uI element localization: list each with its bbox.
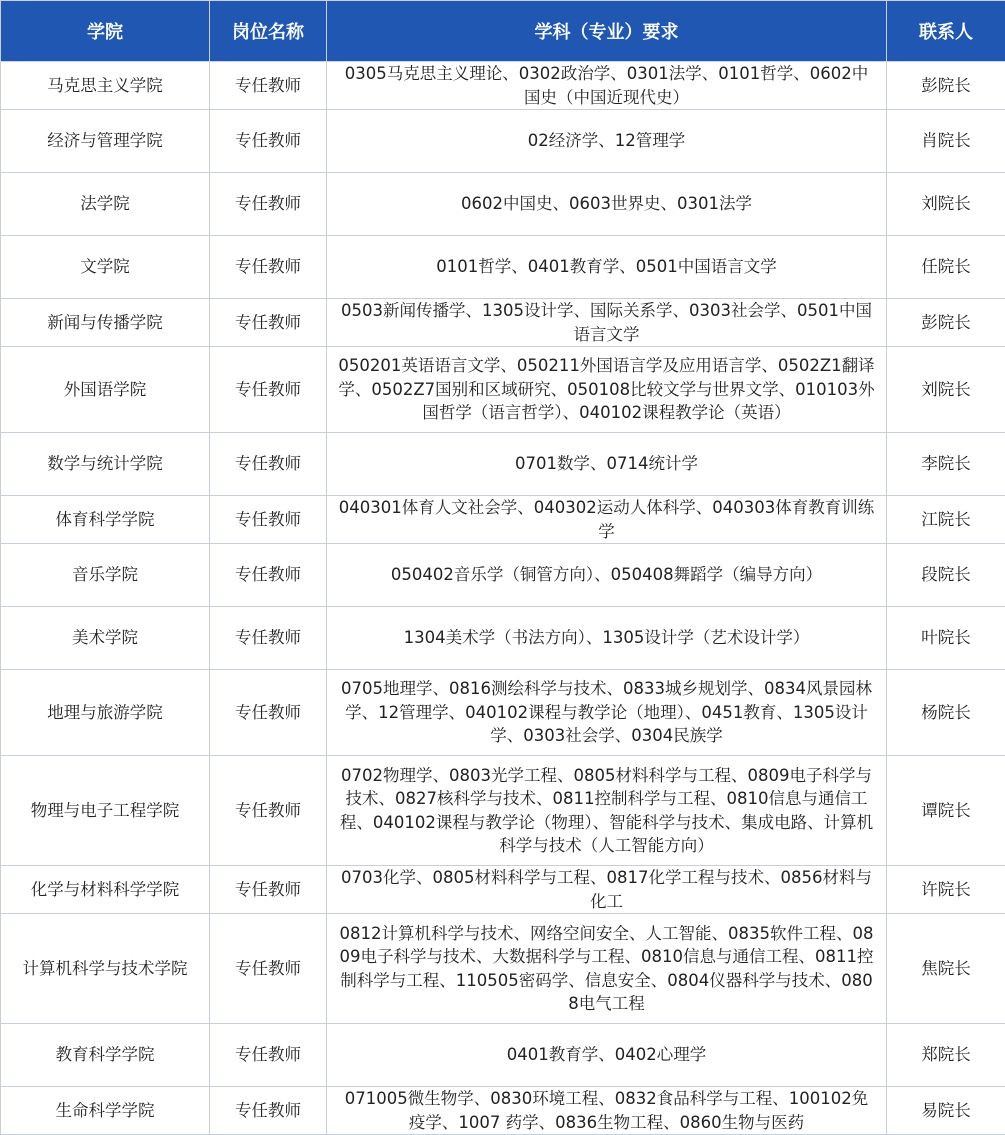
table-row bbox=[1, 347, 1005, 433]
table-row bbox=[1, 1024, 1005, 1087]
contact-cell: 肖院长 bbox=[887, 110, 1005, 173]
college-cell: 计算机科学与技术学院 bbox=[1, 914, 210, 1024]
table-row bbox=[1, 299, 1005, 347]
college-cell: 新闻与传播学院 bbox=[1, 299, 210, 347]
table-row bbox=[1, 544, 1005, 607]
requirement-cell: 02经济学、12管理学 bbox=[327, 110, 887, 173]
position-cell: 专任教师 bbox=[210, 173, 327, 236]
table-row bbox=[1, 1087, 1005, 1135]
position-cell: 专任教师 bbox=[210, 1087, 327, 1135]
table-row bbox=[1, 607, 1005, 670]
requirement-cell: 0503新闻传播学、1305设计学、国际关系学、0303社会学、0501中国语言文学 bbox=[327, 299, 887, 347]
requirement-cell: 0305马克思主义理论、0302政治学、0301法学、0101哲学、0602中国史（中国近现代史） bbox=[327, 62, 887, 110]
contact-cell: 许院长 bbox=[887, 866, 1005, 914]
requirement-cell: 0602中国史、0603世界史、0301法学 bbox=[327, 173, 887, 236]
position-cell: 专任教师 bbox=[210, 299, 327, 347]
position-cell: 专任教师 bbox=[210, 110, 327, 173]
requirement-cell: 050402音乐学（铜管方向）、050408舞蹈学（编导方向） bbox=[327, 544, 887, 607]
contact-cell: 段院长 bbox=[887, 544, 1005, 607]
college-cell: 马克思主义学院 bbox=[1, 62, 210, 110]
header-requirement: 学科（专业）要求 bbox=[327, 1, 887, 62]
requirement-cell: 0702物理学、0803光学工程、0805材料科学与工程、0809电子科学与技术、0827核科学与技术、0811控制科学与工程、0810信息与通信工程、040102课程与教学论（物理）、智能科学与技术、集成电路、计算机科学与技术（人工智能方向） bbox=[327, 756, 887, 866]
table-row bbox=[1, 756, 1005, 866]
college-cell: 文学院 bbox=[1, 236, 210, 299]
requirement-cell: 0705地理学、0816测绘科学与技术、0833城乡规划学、0834风景园林学、12管理学、040102课程与教学论（地理）、0451教育、1305设计学、0303社会学、0304民族学 bbox=[327, 670, 887, 756]
table-row bbox=[1, 173, 1005, 236]
header-position: 岗位名称 bbox=[210, 1, 327, 62]
position-cell: 专任教师 bbox=[210, 62, 327, 110]
contact-cell: 彭院长 bbox=[887, 62, 1005, 110]
table-row bbox=[1, 62, 1005, 110]
requirement-cell: 0101哲学、0401教育学、0501中国语言文学 bbox=[327, 236, 887, 299]
position-cell: 专任教师 bbox=[210, 756, 327, 866]
contact-cell: 杨院长 bbox=[887, 670, 1005, 756]
position-cell: 专任教师 bbox=[210, 236, 327, 299]
position-cell: 专任教师 bbox=[210, 607, 327, 670]
requirement-cell: 0812计算机科学与技术、网络空间安全、人工智能、0835软件工程、0809电子科学与技术、大数据科学与工程、0810信息与通信工程、0811控制科学与工程、110505密码学、信息安全、0804仪器科学与技术、0808电气工程 bbox=[327, 914, 887, 1024]
table-row bbox=[1, 433, 1005, 496]
table-row bbox=[1, 110, 1005, 173]
college-cell: 音乐学院 bbox=[1, 544, 210, 607]
table-row bbox=[1, 236, 1005, 299]
contact-cell: 叶院长 bbox=[887, 607, 1005, 670]
contact-cell: 刘院长 bbox=[887, 347, 1005, 433]
college-cell: 地理与旅游学院 bbox=[1, 670, 210, 756]
position-cell: 专任教师 bbox=[210, 496, 327, 544]
college-cell: 生命科学学院 bbox=[1, 1087, 210, 1135]
college-cell: 化学与材料科学学院 bbox=[1, 866, 210, 914]
college-cell: 经济与管理学院 bbox=[1, 110, 210, 173]
contact-cell: 任院长 bbox=[887, 236, 1005, 299]
requirement-cell: 1304美术学（书法方向）、1305设计学（艺术设计学） bbox=[327, 607, 887, 670]
requirement-cell: 0401教育学、0402心理学 bbox=[327, 1024, 887, 1087]
position-cell: 专任教师 bbox=[210, 1024, 327, 1087]
position-cell: 专任教师 bbox=[210, 433, 327, 496]
contact-cell: 江院长 bbox=[887, 496, 1005, 544]
college-cell: 数学与统计学院 bbox=[1, 433, 210, 496]
table-row bbox=[1, 866, 1005, 914]
table-row bbox=[1, 914, 1005, 1024]
header-row bbox=[1, 1, 1005, 62]
position-cell: 专任教师 bbox=[210, 914, 327, 1024]
requirement-cell: 050201英语语言文学、050211外国语言学及应用语言学、0502Z1翻译学、0502Z7国别和区域研究、050108比较文学与世界文学、010103外国哲学（语言哲学）、040102课程教学论（英语） bbox=[327, 347, 887, 433]
table-row bbox=[1, 670, 1005, 756]
contact-cell: 彭院长 bbox=[887, 299, 1005, 347]
college-cell: 物理与电子工程学院 bbox=[1, 756, 210, 866]
position-cell: 专任教师 bbox=[210, 544, 327, 607]
college-cell: 外国语学院 bbox=[1, 347, 210, 433]
contact-cell: 李院长 bbox=[887, 433, 1005, 496]
header-college: 学院 bbox=[1, 1, 210, 62]
position-cell: 专任教师 bbox=[210, 347, 327, 433]
contact-cell: 易院长 bbox=[887, 1087, 1005, 1135]
contact-cell: 焦院长 bbox=[887, 914, 1005, 1024]
requirement-cell: 040301体育人文社会学、040302运动人体科学、040303体育教育训练学 bbox=[327, 496, 887, 544]
college-cell: 体育科学学院 bbox=[1, 496, 210, 544]
college-cell: 美术学院 bbox=[1, 607, 210, 670]
table-row bbox=[1, 496, 1005, 544]
contact-cell: 谭院长 bbox=[887, 756, 1005, 866]
position-cell: 专任教师 bbox=[210, 670, 327, 756]
requirement-cell: 071005微生物学、0830环境工程、0832食品科学与工程、100102免疫学、1007 药学、0836生物工程、0860生物与医药 bbox=[327, 1087, 887, 1135]
contact-cell: 郑院长 bbox=[887, 1024, 1005, 1087]
header-contact: 联系人 bbox=[887, 1, 1005, 62]
contact-cell: 刘院长 bbox=[887, 173, 1005, 236]
position-cell: 专任教师 bbox=[210, 866, 327, 914]
college-cell: 法学院 bbox=[1, 173, 210, 236]
college-cell: 教育科学学院 bbox=[1, 1024, 210, 1087]
requirement-cell: 0701数学、0714统计学 bbox=[327, 433, 887, 496]
requirement-cell: 0703化学、0805材料科学与工程、0817化学工程与技术、0856材料与化工 bbox=[327, 866, 887, 914]
